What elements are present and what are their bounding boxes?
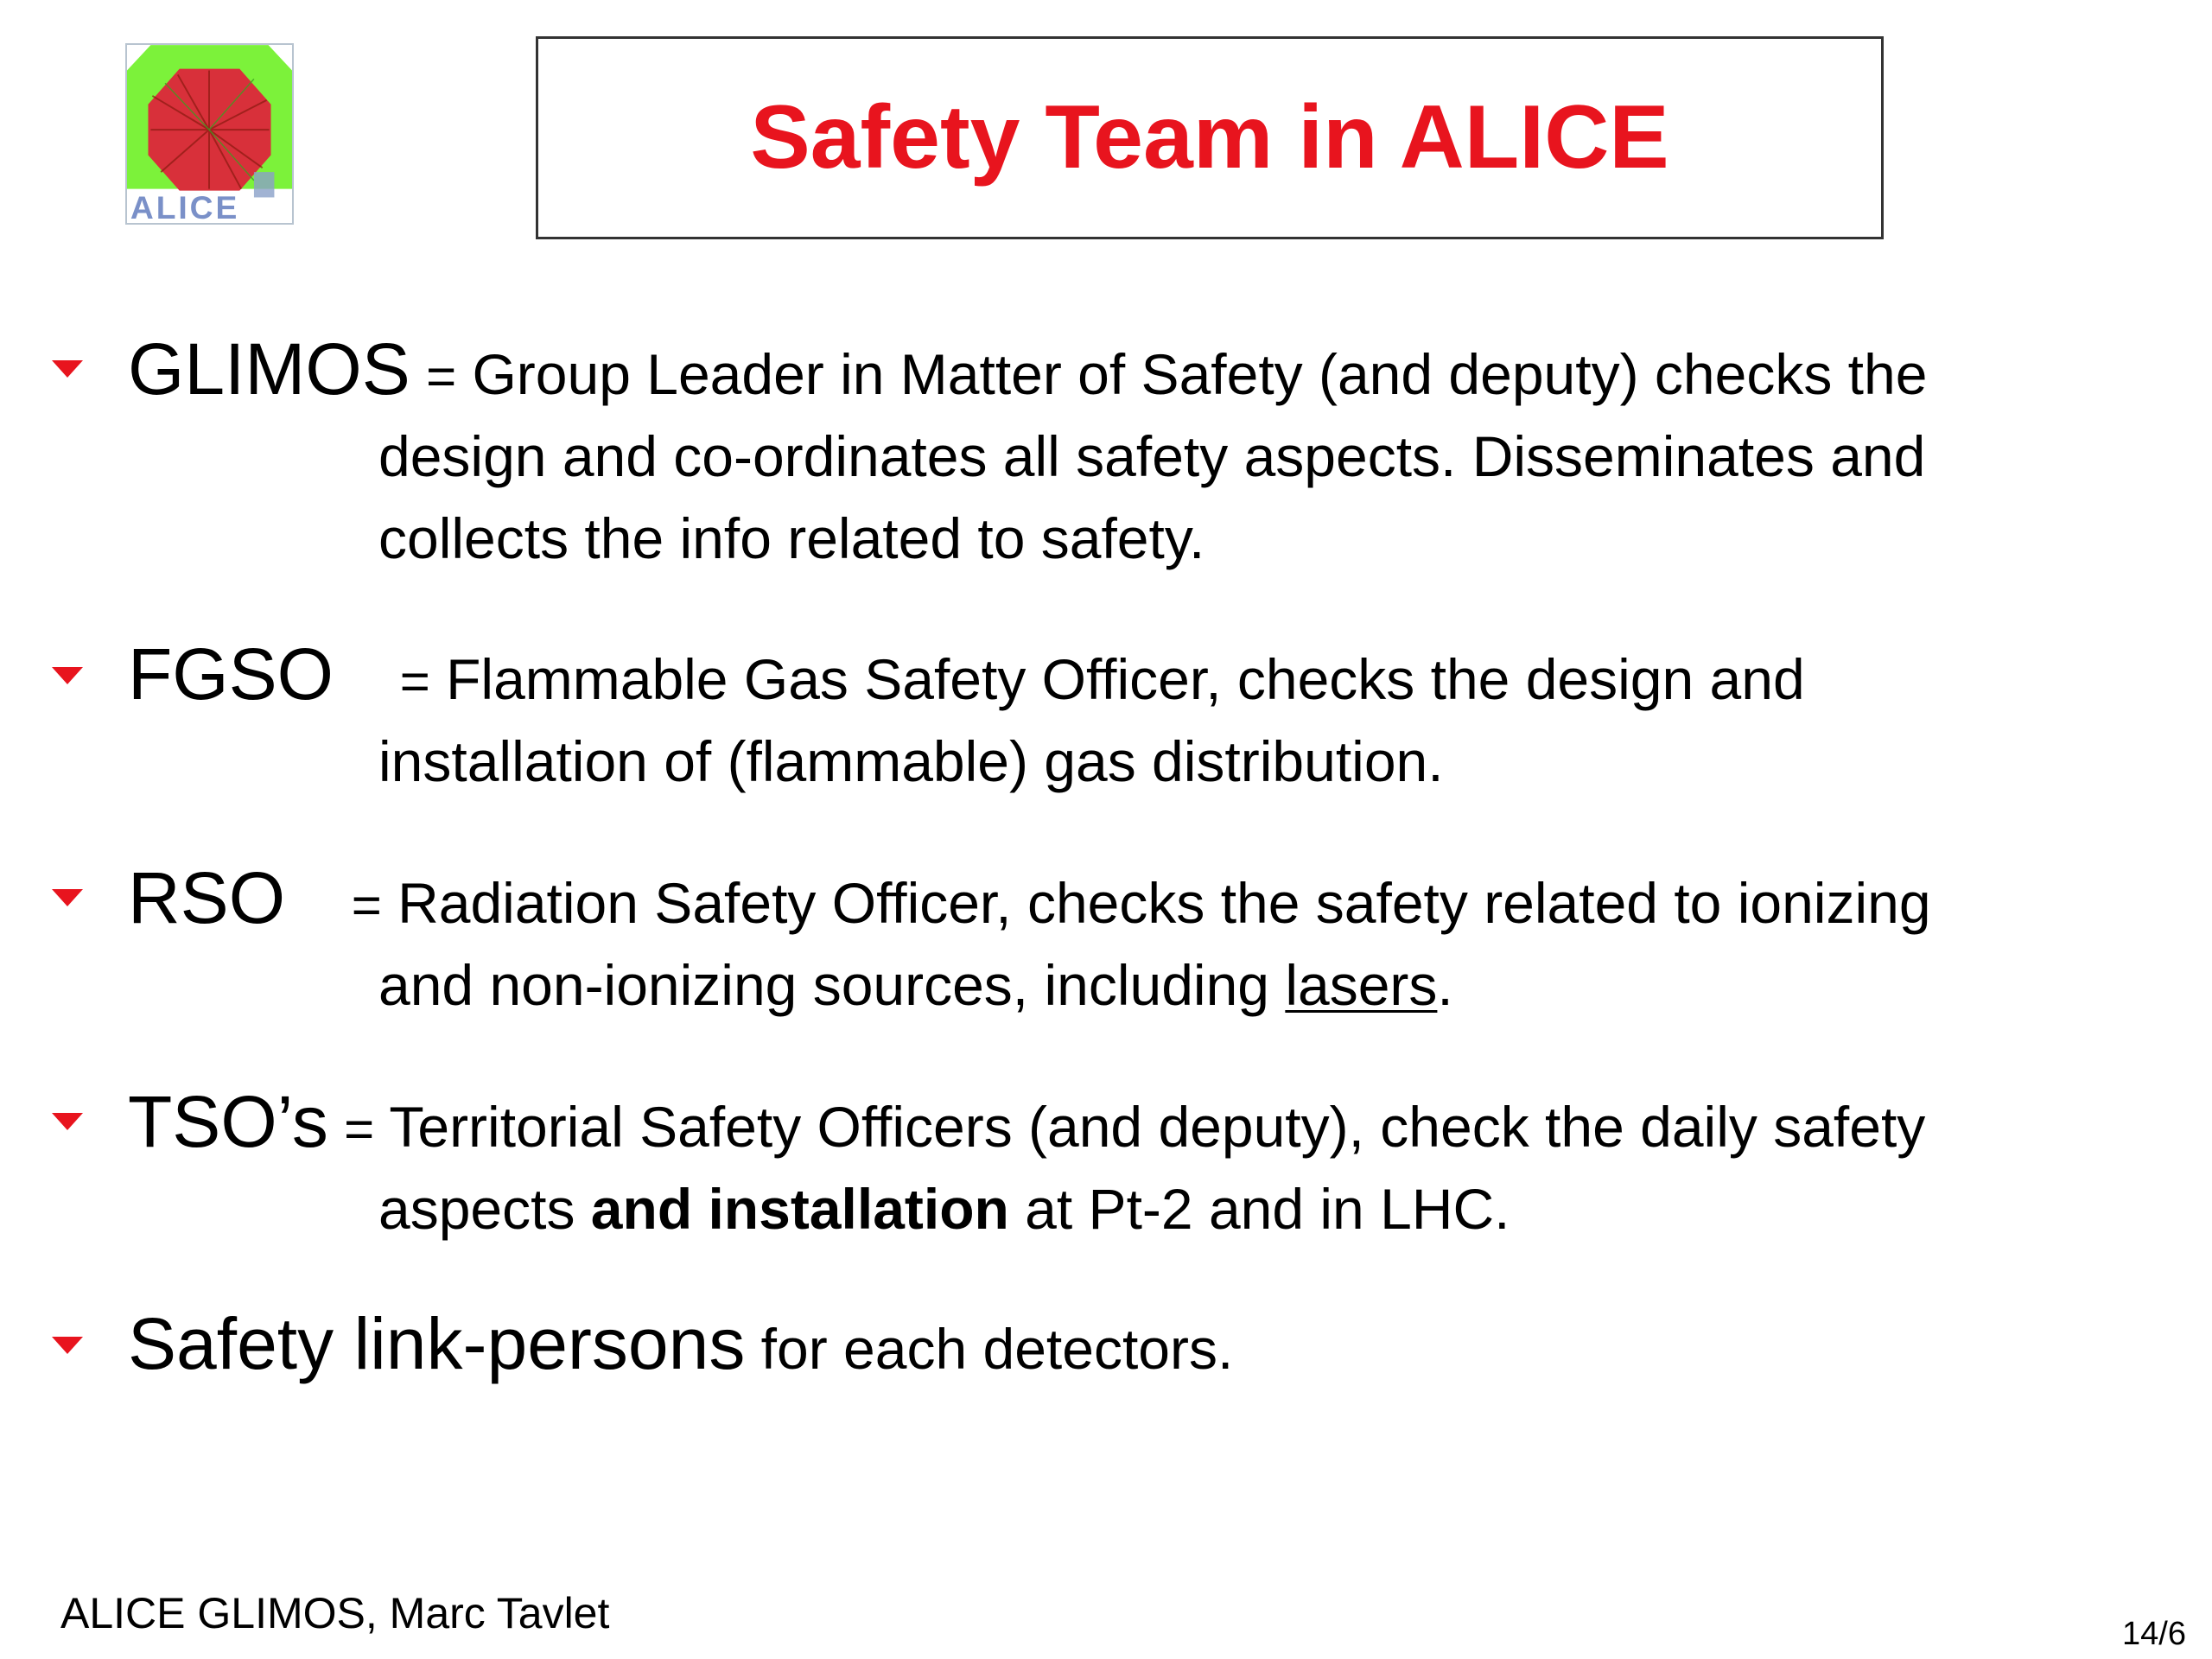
definition-line1: Territorial Safety Officers (and deputy), check the daily safety xyxy=(389,1095,1926,1159)
definition-line2 xyxy=(378,1177,1510,1241)
slide-title: Safety Team in ALICE xyxy=(750,87,1669,188)
alice-logo-graphic xyxy=(127,45,292,223)
definition-line2 xyxy=(378,953,1453,1017)
alice-logo xyxy=(125,43,294,225)
definition-line2-pre: aspects xyxy=(378,1177,591,1241)
bullet-line xyxy=(128,633,1805,715)
definition-line1: for each detectors. xyxy=(760,1317,1234,1381)
bullet-marker-icon xyxy=(52,887,83,908)
definition-line1: Group Leader in Matter of Safety (and deputy) checks the xyxy=(472,342,1928,406)
equals-sign: = xyxy=(426,347,457,405)
lasers-link[interactable]: lasers xyxy=(1285,953,1438,1017)
footer-author: ALICE GLIMOS, Marc Tavlet xyxy=(60,1589,610,1637)
definition-line2-pre: and non-ionizing sources, including xyxy=(378,953,1286,1017)
term-glimos: GLIMOS xyxy=(128,328,410,410)
term-fgso: FGSO xyxy=(128,633,334,715)
definition-line2-post: at Pt-2 and in LHC. xyxy=(1008,1177,1510,1241)
definition-line2-post: . xyxy=(1437,953,1453,1017)
bullet-marker-icon xyxy=(52,359,83,379)
equals-sign: = xyxy=(344,1100,375,1158)
title-box xyxy=(536,36,1884,239)
logo-text: ALICE xyxy=(130,188,240,223)
term-safety-link-persons: Safety link-persons xyxy=(128,1303,746,1384)
term-rso: RSO xyxy=(128,857,286,938)
definition-line3: collects the info related to safety. xyxy=(378,506,1205,570)
page-number: 14/6 xyxy=(2122,1616,2186,1652)
bullet-marker-icon xyxy=(52,665,83,686)
definition-line1: Radiation Safety Officer, checks the safety related to ionizing xyxy=(397,871,1931,935)
definition-line2: installation of (flammable) gas distribution. xyxy=(378,729,1444,793)
bullet-line xyxy=(128,1303,1234,1384)
bullet-line xyxy=(128,857,1931,938)
bullet-marker-icon xyxy=(52,1111,83,1132)
definition-line1: Flammable Gas Safety Officer, checks the design and xyxy=(446,647,1805,711)
bullet-line xyxy=(128,1081,1926,1162)
equals-sign: = xyxy=(399,652,430,710)
definition-line2: design and co-ordinates all safety aspects. Disseminates and xyxy=(378,424,1926,488)
bullet-line xyxy=(128,328,1928,410)
equals-sign: = xyxy=(351,876,382,934)
term-tsos: TSO’s xyxy=(128,1081,328,1162)
bullet-marker-icon xyxy=(52,1335,83,1356)
definition-line2-bold: and installation xyxy=(590,1177,1009,1241)
